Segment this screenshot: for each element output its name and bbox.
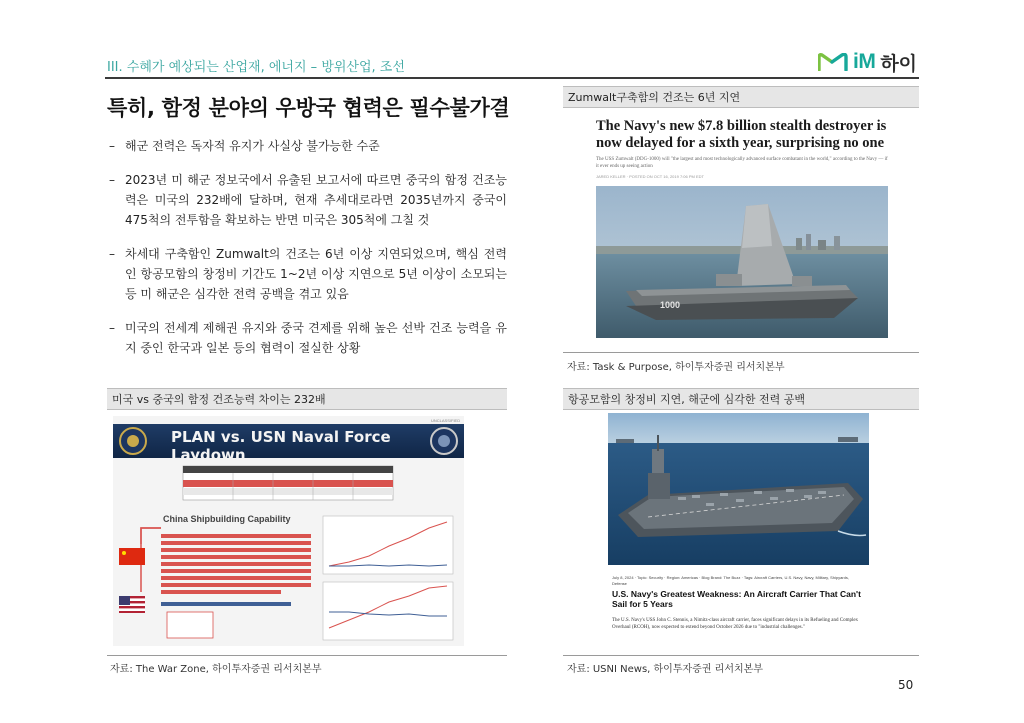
panel-title-shipbuilding: 미국 vs 중국의 함정 건조능력 차이는 232배 — [107, 388, 507, 410]
section-title: III. 수혜가 예상되는 산업재, 에너지 – 방위산업, 조선 — [107, 60, 405, 75]
header-divider — [105, 77, 919, 79]
panel-divider — [563, 352, 919, 353]
zumwalt-article-image — [596, 118, 888, 338]
panel-title-carrier: 항공모함의 창정비 지연, 해군에 심각한 전력 공백 — [563, 388, 919, 410]
logo-mark-icon — [818, 53, 848, 71]
source-note: 자료: The War Zone, 하이투자증권 리서치본부 — [110, 664, 322, 675]
naval-laydown-slide-image — [113, 416, 464, 646]
company-logo — [818, 50, 917, 74]
hull-number: 1000 — [660, 300, 681, 310]
page-headline: 특히, 함정 분야의 우방국 협력은 필수불가결 — [107, 96, 510, 120]
destroyer-photo — [596, 186, 888, 338]
article-headline: The Navy's new $7.8 billion stealth destroyer is now delayed for a sixth year, surprising no one — [596, 118, 887, 151]
slide-classification: UNCLASSIFIED — [431, 418, 461, 423]
source-note: 자료: Task & Purpose, 하이투자증권 리서치본부 — [567, 362, 785, 373]
aircraft-carrier-photo — [608, 413, 869, 565]
bullet-item: – 2023년 미 해군 정보국에서 유출된 보고서에 따르면 중국의 함정 건조능력은 미국의 232배에 달하며, 현재 추세대로라면 2035년까지 중국이 475척의 전투함을 확보하는 반면 미국은 305척에 그칠 것 — [107, 170, 507, 230]
bullet-item: – 미국의 전세계 제해권 유지와 중국 견제를 위해 높은 선박 건조 능력을 유지 중인 한국과 일본 등의 협력이 절실한 상황 — [107, 318, 507, 358]
logo-text-im: iM — [853, 50, 876, 73]
article-subtitle: The USS Zumwalt (DDG-1000) will "the largest and most technologically advanced surface combatant in the world," according to the Navy — if it ever ends up seeing action — [596, 157, 888, 169]
logo-text-hi: 하이 — [880, 52, 918, 75]
slide-title: PLAN vs. USN Naval Force Laydown — [171, 428, 391, 464]
panel-title-zumwalt: Zumwalt구축함의 건조는 6년 지연 — [563, 86, 919, 108]
slide-caption: China Shipbuilding Capability — [163, 514, 291, 524]
article-body: The U.S. Navy's USS John C. Stennis, a Nimitz-class aircraft carrier, faces significant delays in its Refueling and Complex Overhaul (RCOH), now expected to extend beyond October 2026 due to "industrial challenges." — [612, 618, 859, 630]
bullet-list — [107, 136, 507, 372]
bullet-item: – 해군 전력은 독자적 유지가 사실상 불가능한 수준 — [107, 136, 507, 156]
article-meta: July 8, 2024 · Topic: Security · Region: Americas · Blog Brand: The Buzz · Tags: Aircraft Carriers, U.S. Navy, Navy, Military, Shipyards, Defense — [612, 575, 849, 586]
bullet-item: – 차세대 구축함인 Zumwalt의 건조는 6년 이상 지연되었으며, 핵심 전력인 항공모함의 창정비 기간도 1~2년 이상 지연으로 5년 이상이 소모되는 등 미 해군은 심각한 전력 공백을 겪고 있음 — [107, 244, 507, 304]
source-note: 자료: USNI News, 하이투자증권 리서치본부 — [567, 664, 763, 675]
panel-divider — [563, 655, 919, 656]
article-headline: U.S. Navy's Greatest Weakness: An Aircraft Carrier That Can't Sail for 5 Years — [612, 589, 861, 609]
page-number: 50 — [898, 678, 914, 692]
article-byline: JARED KELLER · POSTED ON OCT 16, 2019 7:06 PM EDT — [596, 174, 704, 179]
panel-divider — [107, 655, 507, 656]
carrier-article-image — [608, 413, 869, 651]
